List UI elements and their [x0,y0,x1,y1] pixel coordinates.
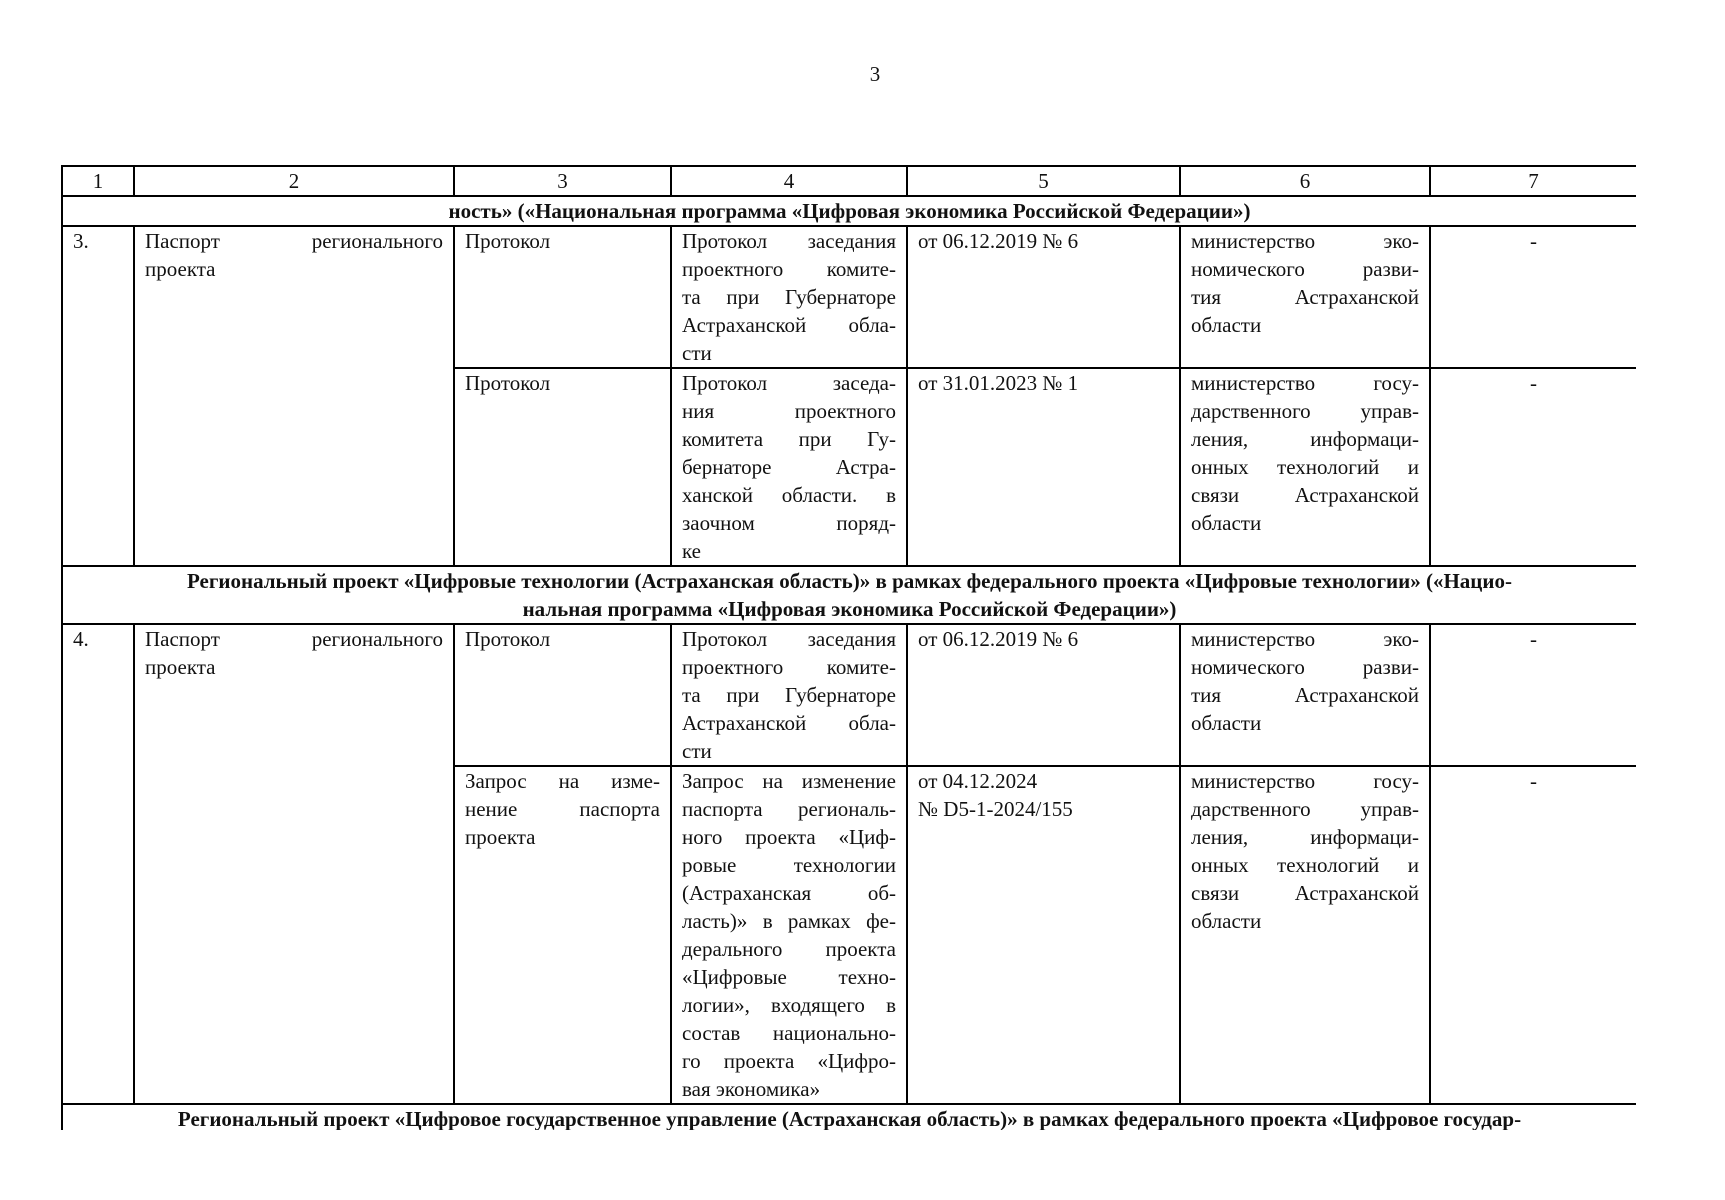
responsible-body [1180,226,1430,368]
column-number-2: 2 [134,166,454,196]
document-type [454,624,671,766]
document-description-lines [682,625,896,765]
document-description [671,766,907,1104]
document-description [671,226,907,368]
note-cell: - [1430,368,1636,566]
document-description-line: сти [682,341,712,365]
responsible-body-line: связи Астраханской [1191,881,1419,905]
document-description-line: го проекта «Цифро- [682,1049,896,1073]
document-date-number [907,226,1180,368]
responsible-body-line: тия Астраханской [1191,683,1419,707]
document-name-lines [145,227,443,283]
document-description-line: логии», входящего в [682,993,896,1017]
row-number: 3. [62,226,134,566]
document-description-line: Астраханской обла- [682,711,896,735]
document-type [454,226,671,368]
document-description-line: проектного комите- [682,257,896,281]
document-name-line: Паспорт регионального [145,627,443,651]
responsible-body-line: ления, информаци- [1191,427,1419,451]
document-type-line: Протокол [465,627,551,651]
document-description-line: комитета при Гу- [682,427,896,451]
document-date-number-line: от 06.12.2019 № 6 [918,627,1079,651]
responsible-body-lines [1191,625,1419,737]
note-cell: - [1430,624,1636,766]
column-number-6: 6 [1180,166,1430,196]
column-number-4: 4 [671,166,907,196]
responsible-body-line: онных технологий и [1191,853,1419,877]
document-date-number-lines [918,227,1169,255]
responsible-body-lines [1191,227,1419,339]
section-heading-line: Региональный проект «Цифровое государственное управление (Астраханская область)» в рамках федерального проекта «Цифровое государ- [177,1107,1522,1130]
document-description-line: Протокол заседания [682,627,896,651]
document-type-line: нение паспорта [465,797,660,821]
responsible-body-lines [1191,767,1419,935]
table-body [62,166,1636,1130]
document-description-line: та при Губернаторе [682,285,896,309]
registry-table-container [61,165,1636,1130]
responsible-body-line: области [1191,313,1262,337]
responsible-body [1180,368,1430,566]
document-date-number-lines [918,369,1169,397]
document-description-line: ласть)» в рамках фе- [682,909,896,933]
document-type-line: Запрос на изме- [465,769,660,793]
column-number-row [62,166,1636,196]
document-description-line: ного проекта «Циф- [682,825,896,849]
section-heading-line: нальная программа «Цифровая экономика Российской Федерации») [522,597,1177,621]
document-description [671,368,907,566]
document-name-line: проекта [145,655,216,679]
document-name-line: Паспорт регионального [145,229,443,253]
responsible-body-line: области [1191,711,1262,735]
document-type [454,766,671,1104]
document-description-line: Астраханской обла- [682,313,896,337]
responsible-body-line: министерство эко- [1191,627,1419,651]
document-description [671,624,907,766]
responsible-body-line: области [1191,511,1262,535]
responsible-body [1180,624,1430,766]
document-date-number [907,624,1180,766]
document-description-line: заочном поряд- [682,511,896,535]
document-type-line: Протокол [465,371,551,395]
responsible-body-line: номического разви- [1191,257,1419,281]
document-description-line: Протокол заседа- [682,371,896,395]
section-heading-row [62,566,1636,624]
registry-table [61,165,1636,1130]
document-description-line: Протокол заседания [682,229,896,253]
document-type-lines [465,369,660,397]
document-description-line: ровые технологии [682,853,896,877]
document-date-number-lines [918,625,1169,653]
page-number: 3 [869,62,881,86]
document-row [62,226,1636,368]
section-heading-lines [73,1105,1626,1130]
document-type-line: проекта [465,825,536,849]
document-description-line: паспорта региональ- [682,797,896,821]
document-description-line: ханской области. в [682,483,896,507]
note-cell: - [1430,226,1636,368]
document-date-number [907,766,1180,1104]
column-number-3: 3 [454,166,671,196]
column-number-7: 7 [1430,166,1636,196]
document-type-lines [465,227,660,255]
responsible-body [1180,766,1430,1104]
document-description-line: сти [682,739,712,763]
document-description-line: вая экономика» [682,1077,821,1101]
document-description-line: Запрос на изменение [682,769,896,793]
responsible-body-line: дарственного управ- [1191,399,1419,423]
document-description-line: бернаторе Астра- [682,455,896,479]
section-heading-row [62,1104,1636,1130]
row-number: 4. [62,624,134,1104]
document-type-lines [465,625,660,653]
note-cell: - [1430,766,1636,1104]
document-row [62,624,1636,766]
document-date-number-line: от 06.12.2019 № 6 [918,229,1079,253]
document-date-number-line: от 04.12.2024 [918,769,1038,793]
document-name-lines [145,625,443,681]
document-date-number-lines [918,767,1169,823]
document-date-number-line: № D5-1-2024/155 [918,797,1073,821]
document-type [454,368,671,566]
section-heading-line: Региональный проект «Цифровые технологии (Астраханская область)» в рамках федерального проекта «Цифровые технологии» («Нацио- [186,569,1513,593]
document-description-line: (Астраханская об- [682,881,896,905]
document-description-line: та при Губернаторе [682,683,896,707]
document-name [134,226,454,566]
document-description-lines [682,767,896,1103]
responsible-body-line: ления, информаци- [1191,825,1419,849]
document-date-number [907,368,1180,566]
responsible-body-lines [1191,369,1419,537]
section-heading-lines [73,567,1626,623]
section-heading [62,1104,1636,1130]
document-description-line: дерального проекта [682,937,896,961]
document-description-line: ке [682,539,702,563]
column-number-5: 5 [907,166,1180,196]
document-type-line: Протокол [465,229,551,253]
responsible-body-line: связи Астраханской [1191,483,1419,507]
responsible-body-line: тия Астраханской [1191,285,1419,309]
responsible-body-line: онных технологий и [1191,455,1419,479]
section-heading [62,566,1636,624]
responsible-body-line: номического разви- [1191,655,1419,679]
document-description-line: ния проектного [682,399,896,423]
document-type-lines [465,767,660,851]
section-heading: ность» («Национальная программа «Цифровая экономика Российской Федерации») [62,196,1636,226]
responsible-body-line: области [1191,909,1262,933]
responsible-body-line: министерство госу- [1191,371,1419,395]
responsible-body-line: министерство эко- [1191,229,1419,253]
document-date-number-line: от 31.01.2023 № 1 [918,371,1079,395]
document-description-lines [682,369,896,565]
document-description-line: проектного комите- [682,655,896,679]
document-description-lines [682,227,896,367]
responsible-body-line: дарственного управ- [1191,797,1419,821]
section-heading-row [62,196,1636,226]
document-name-line: проекта [145,257,216,281]
column-number-1: 1 [62,166,134,196]
document-description-line: состав национально- [682,1021,896,1045]
document-description-line: «Цифровые техно- [682,965,896,989]
document-name [134,624,454,1104]
responsible-body-line: министерство госу- [1191,769,1419,793]
